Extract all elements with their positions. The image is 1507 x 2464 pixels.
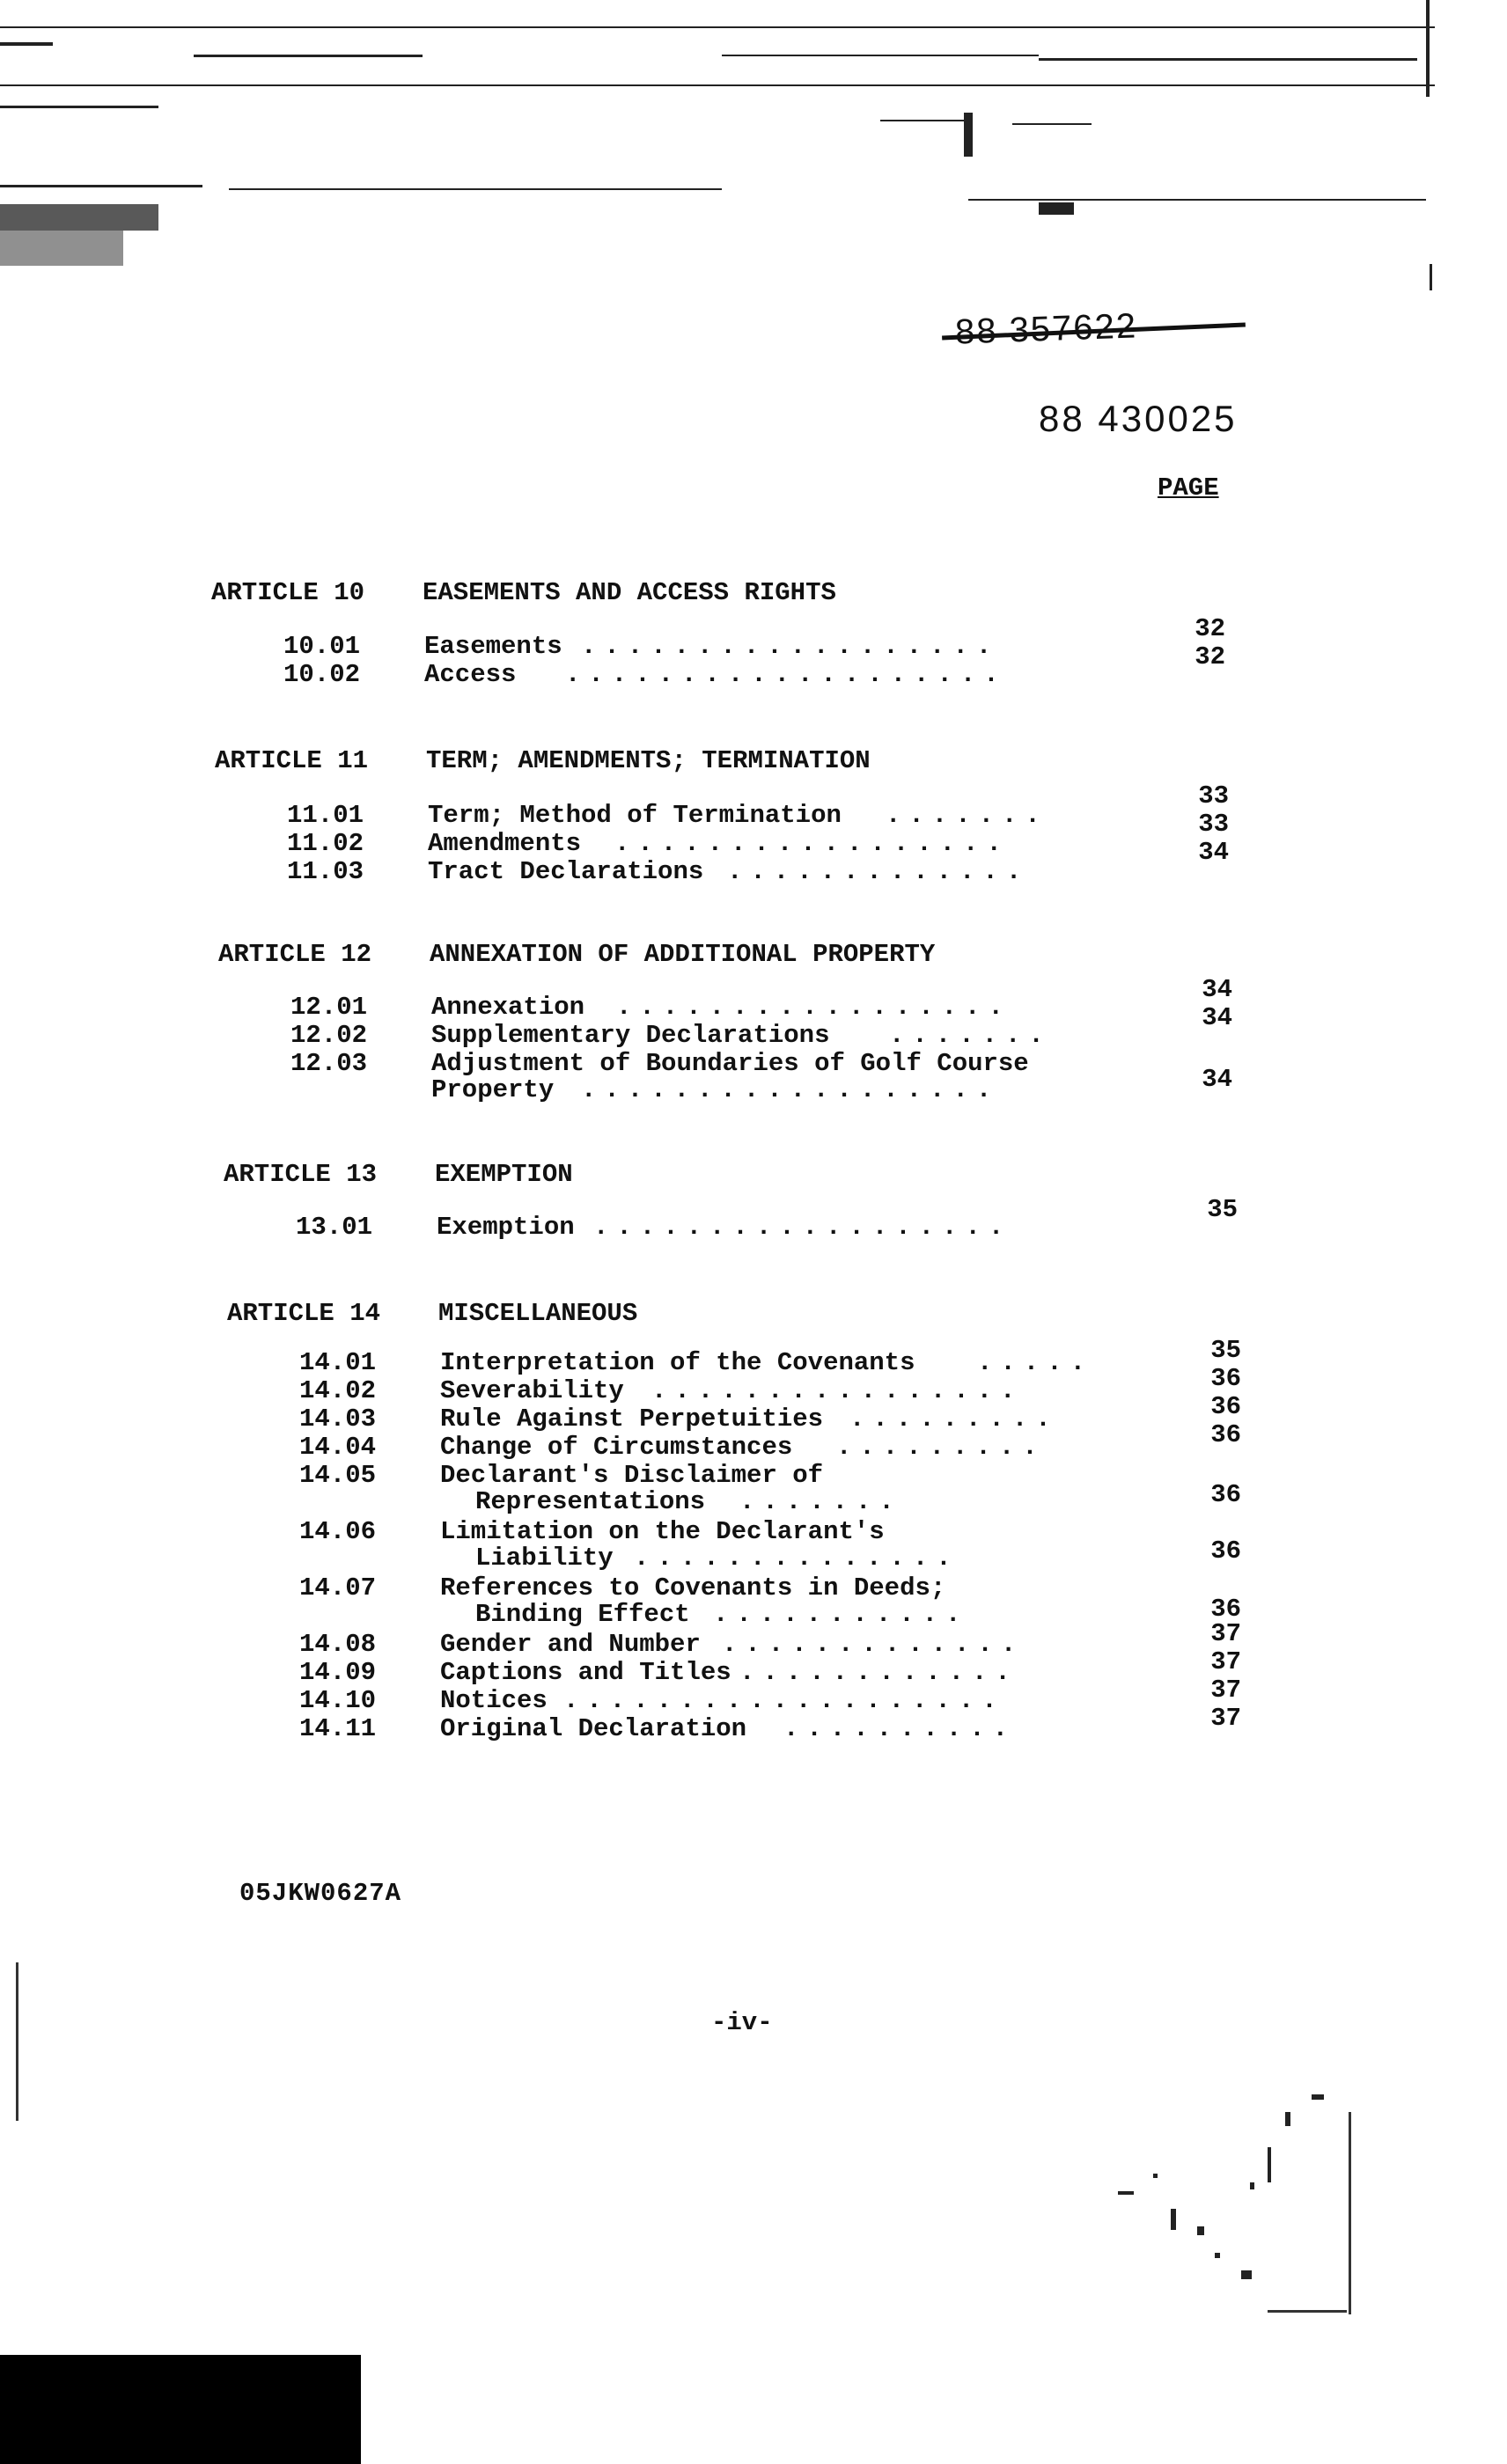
article-heading <box>218 940 935 969</box>
section-title-continued: Binding Effect <box>475 1600 690 1629</box>
page-number: 34 <box>1202 1003 1232 1032</box>
section-title: Term; Method of Termination <box>428 801 842 830</box>
dot-leader: ....... <box>889 1021 1052 1050</box>
dot-leader: ................. <box>614 829 1010 858</box>
section-number: 11.03 <box>287 857 364 886</box>
section-number: 14.02 <box>299 1376 377 1405</box>
section-number: 11.02 <box>287 829 364 858</box>
section-number: 12.02 <box>290 1021 368 1050</box>
section-title: Captions and Titles <box>440 1658 731 1687</box>
dot-leader: ......... <box>849 1404 1059 1434</box>
page-column-heading: PAGE <box>1158 473 1219 502</box>
dot-leader: ................ <box>651 1376 1024 1405</box>
section-title: Gender and Number <box>440 1630 701 1659</box>
section-title: Access <box>424 660 517 689</box>
section-title: References to Covenants in Deeds; <box>440 1573 946 1602</box>
section-title: Declarant's Disclaimer of <box>440 1461 824 1490</box>
scan-noise <box>0 0 1507 290</box>
section-title-continued: Property <box>431 1075 555 1104</box>
section-title: Rule Against Perpetuities <box>440 1404 824 1434</box>
dot-leader: .......... <box>783 1714 1017 1743</box>
redaction-block <box>0 2355 361 2464</box>
section-title: Limitation on the Declarant's <box>440 1517 885 1546</box>
section-title-continued: Liability <box>475 1544 614 1573</box>
page-folio: -iv- <box>711 2008 773 2037</box>
scan-noise <box>1100 2094 1382 2323</box>
section-number: 14.06 <box>299 1517 377 1546</box>
section-title-continued: Representations <box>475 1487 706 1516</box>
dot-leader: ......... <box>836 1433 1046 1462</box>
dot-leader: .................. <box>581 632 1000 661</box>
dot-leader: ................. <box>616 993 1011 1022</box>
article-label: ARTICLE 12 <box>218 940 372 969</box>
dot-leader: ................... <box>565 660 1007 689</box>
section-number: 14.07 <box>299 1573 377 1602</box>
article-title: ANNEXATION OF ADDITIONAL PROPERTY <box>430 940 936 969</box>
section-number: 14.03 <box>299 1404 377 1434</box>
section-title: Adjustment of Boundaries of Golf Course <box>431 1049 1029 1078</box>
page-number: 34 <box>1202 975 1232 1004</box>
section-title: Supplementary Declarations <box>431 1021 830 1050</box>
section-number: 14.09 <box>299 1658 377 1687</box>
section-number: 10.02 <box>283 660 361 689</box>
page-number: 34 <box>1198 838 1229 867</box>
section-number: 13.01 <box>296 1213 373 1242</box>
dot-leader: ............. <box>722 1630 1025 1659</box>
page-number: 35 <box>1210 1336 1241 1365</box>
section-number: 10.01 <box>283 632 361 661</box>
article-heading <box>227 1299 637 1328</box>
section-title: Severability <box>440 1376 624 1405</box>
section-title: Change of Circumstances <box>440 1433 793 1462</box>
article-heading <box>215 746 871 775</box>
article-label: ARTICLE 14 <box>227 1299 381 1328</box>
document-code: 05JKW0627A <box>239 1879 402 1908</box>
section-number: 11.01 <box>287 801 364 830</box>
dot-leader: ....... <box>739 1487 902 1516</box>
page-number: 37 <box>1210 1676 1241 1705</box>
article-title: EASEMENTS AND ACCESS RIGHTS <box>423 578 836 607</box>
page-number: 33 <box>1198 781 1229 810</box>
page-number: 36 <box>1210 1595 1241 1624</box>
page-number: 36 <box>1210 1364 1241 1393</box>
page-number: 32 <box>1195 642 1225 671</box>
dot-leader: ..... <box>977 1348 1094 1377</box>
section-title: Annexation <box>431 993 585 1022</box>
section-title: Interpretation of the Covenants <box>440 1348 915 1377</box>
article-title: TERM; AMENDMENTS; TERMINATION <box>426 746 871 775</box>
page-number: 36 <box>1210 1536 1241 1566</box>
page-number: 36 <box>1210 1480 1241 1509</box>
page-number: 37 <box>1210 1647 1241 1676</box>
section-number: 14.11 <box>299 1714 377 1743</box>
section-title: Exemption <box>437 1213 575 1242</box>
article-label: ARTICLE 10 <box>211 578 365 607</box>
article-label: ARTICLE 13 <box>224 1160 378 1189</box>
section-title: Original Declaration <box>440 1714 747 1743</box>
dot-leader: ....... <box>886 801 1048 830</box>
document-number: 88 430025 <box>1039 398 1238 439</box>
dot-leader: ............ <box>739 1658 1018 1687</box>
section-number: 14.01 <box>299 1348 377 1377</box>
page-number: 33 <box>1198 810 1229 839</box>
page-number: 36 <box>1210 1392 1241 1421</box>
section-title: Amendments <box>428 829 582 858</box>
page-number: 34 <box>1202 1065 1232 1094</box>
section-number: 12.01 <box>290 993 368 1022</box>
section-number: 14.04 <box>299 1433 377 1462</box>
dot-leader: .................. <box>581 1075 1000 1104</box>
article-title: EXEMPTION <box>435 1160 573 1189</box>
page-number: 32 <box>1195 614 1225 643</box>
section-number: 14.08 <box>299 1630 377 1659</box>
dot-leader: ............. <box>727 857 1030 886</box>
dot-leader: ........... <box>713 1600 969 1629</box>
section-title: Notices <box>440 1686 548 1715</box>
article-title: MISCELLANEOUS <box>438 1299 638 1328</box>
page-number: 35 <box>1207 1195 1238 1224</box>
section-title: Easements <box>424 632 562 661</box>
dot-leader: .................. <box>593 1213 1012 1242</box>
article-heading <box>224 1160 573 1189</box>
page-number: 37 <box>1210 1704 1241 1733</box>
margin-mark <box>16 1962 18 2121</box>
page-number: 37 <box>1210 1619 1241 1648</box>
article-heading <box>211 578 836 607</box>
section-number: 14.05 <box>299 1461 377 1490</box>
page-number: 36 <box>1210 1420 1241 1449</box>
section-number: 14.10 <box>299 1686 377 1715</box>
section-number: 12.03 <box>290 1049 368 1078</box>
dot-leader: ................... <box>563 1686 1005 1715</box>
section-title: Tract Declarations <box>428 857 704 886</box>
struck-document-number: 88 357622 <box>954 306 1138 352</box>
dot-leader: .............. <box>634 1544 959 1573</box>
article-label: ARTICLE 11 <box>215 746 369 775</box>
